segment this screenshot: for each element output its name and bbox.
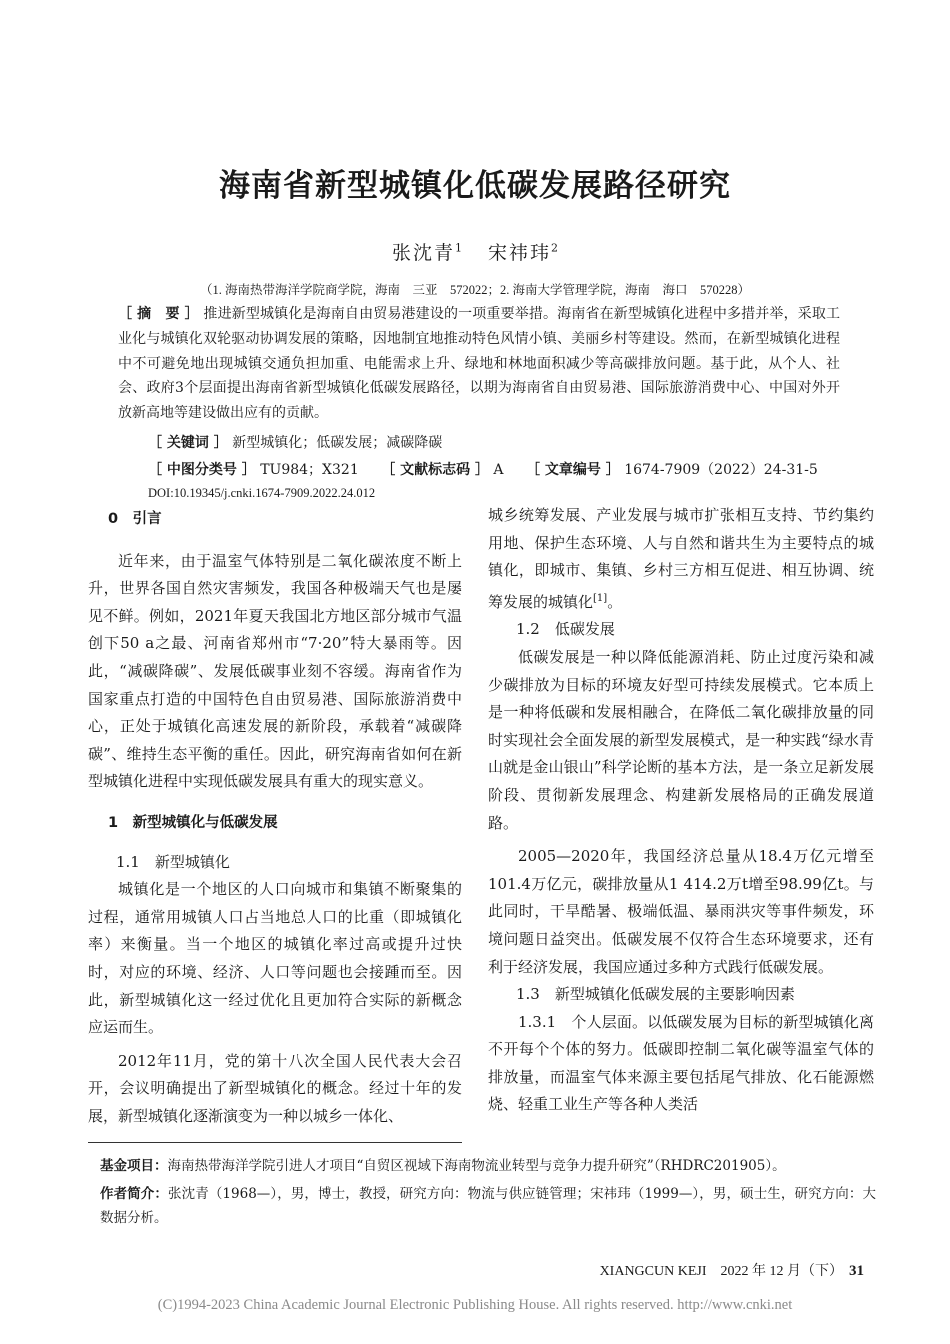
footnotes: [100, 1154, 876, 1234]
footnote-divider: [88, 1142, 462, 1143]
paper-title: 海南省新型城镇化低碳发展路径研究: [219, 168, 731, 204]
section-heading: 1 新型城镇化与低碳发展: [108, 814, 278, 831]
fund-footnote: [100, 1154, 876, 1178]
keywords-line: [148, 432, 442, 452]
author-affil-mark: 2: [551, 241, 559, 255]
abstract-block: [118, 302, 840, 426]
classification-line: [148, 459, 818, 479]
citation-ref[interactable]: [1]: [593, 592, 608, 604]
author-name: 宋祎玮: [488, 242, 552, 264]
author-name: 张沈青: [391, 242, 455, 264]
paragraph: 低碳发展是一种以降低能源消耗、防止过度污染和减少碳排放为目标的环境友好型可持续发展模式。它本质上是一种将低碳和发展相融合，在降低二氧化碳排放量的同时实现社会全面发展的新型发展模式，是一种实践“绿水青山就是金山银山”科学论断的基本方法，是一条立足新发展阶段、贯彻新发展理念、构建新发展格局的正确发展道路。: [488, 647, 874, 832]
subsection-heading: 1.1 新型城镇化: [116, 852, 230, 871]
copyright-notice: (C)1994-2023 China Academic Journal Electronic Publishing House. All rights reserved. http://www.cnki.net: [157, 1297, 793, 1313]
doc-code-label: ［ 文献标志码 ］: [381, 462, 489, 478]
body-column-left: [88, 506, 462, 1130]
paragraph: 2012年11月，党的第十八次全国人民代表大会召开，会议明确提出了新型城镇化的概念。经过十年的发展，新型城镇化逐渐演变为一种以城乡一体化、: [88, 1051, 462, 1125]
abstract-text: 推进新型城镇化是海南自由贸易港建设的一项重要举措。海南省在新型城镇化进程中多措并举，采取工业化与城镇化双轮驱动协调发展的策略，因地制宜地推动特色风情小镇、美丽乡村等建设。然而，在新型城镇化进程中不可避免地出现城镇交通负担加重、电能需求上升、绿地和林地面积减少等高碳排放问题。基于此，从个人、社会、政府3个层面提出海南省新型城镇化低碳发展路径，以期为海南省自由贸易港、国际旅游消费中心、中国对外开放新高地等建设做出应有的贡献。: [118, 306, 841, 422]
clc-label: ［ 中图分类号 ］: [148, 462, 256, 478]
paragraph-text: 城乡统筹发展、产业发展与城市扩张相互支持、节约集约用地、保护生态环境、人与自然和谐共生为主要特点的城镇化，即城市、集镇、乡村三方相互促进、相互协调、统筹发展的城镇化: [488, 506, 874, 611]
page-number: 31: [849, 1263, 864, 1279]
author-list: [0, 238, 950, 265]
article-no-label: ［ 文章编号 ］: [525, 462, 620, 478]
paragraph-end: 。: [607, 592, 623, 611]
page-footer: [600, 1260, 864, 1280]
paragraph: 城镇化是一个地区的人口向城市和集镇不断聚集的过程，通常用城镇人口占当地总人口的比重（即城镇化率）来衡量。当一个地区的城镇化率过高或提升过快时，对应的环境、经济、人口等问题也会接踵而至。因此，新型城镇化这一经过优化且更加符合实际的新概念应运而生。: [88, 880, 462, 1037]
fund-text: 海南热带海洋学院引进人才项目“自贸区视域下海南物流业转型与竞争力提升研究”（RHDRC201905）。: [167, 1158, 786, 1174]
paragraph-continued: [488, 502, 874, 616]
paragraph: 近年来，由于温室气体特别是二氧化碳浓度不断上升，世界各国自然灾害频发，我国各种极端天气也是屡见不鲜。例如，2021年夏天我国北方地区部分城市气温创下50 a之最、河南省郑州市“7·20”特大暴雨等。因此，“减碳降碳”、发展低碳事业刻不容缓。海南省作为国家重点打造的中国特色自由贸易港、国际旅游消费中心，正处于城镇化高速发展的新阶段，承载着“减碳降碳”、维持生态平衡的重任。因此，研究海南省如何在新型城镇化进程中实现低碳发展具有重大的现实意义。: [88, 551, 462, 791]
clc-value: TU984；X321: [260, 462, 359, 478]
subsection-heading: 1.2 低碳发展: [516, 620, 615, 639]
article-no-value: 1674-7909（2022）24-31-5: [624, 462, 818, 478]
subsection-heading: 1.3 新型城镇化低碳发展的主要影响因素: [516, 985, 795, 1004]
author-bio-text: 张沈青（1968—），男，博士，教授，研究方向：物流与供应链管理；宋祎玮（1999—），男，硕士生，研究方向：大数据分析。: [100, 1186, 877, 1226]
abstract-label: ［ 摘 要 ］: [118, 306, 199, 322]
affiliation: （1. 海南热带海洋学院商学院，海南 三亚 572022；2. 海南大学管理学院，海南 海口 570228）: [199, 283, 750, 297]
fund-label: 基金项目：: [100, 1158, 168, 1174]
author-bio-label: 作者简介：: [100, 1186, 169, 1202]
doc-code-value: A: [493, 462, 504, 478]
keywords-label: ［ 关键词 ］: [148, 435, 228, 451]
paragraph: 1.3.1 个人层面。以低碳发展为目标的新型城镇化离不开每个个体的努力。低碳即控制二氧化碳等温室气体的排放量，而温室气体来源主要包括尾气排放、化石能源燃烧、轻重工业生产等各种人类活: [488, 1012, 874, 1114]
journal-issue: XIANGCUN KEJI 2022 年 12 月（下）: [599, 1264, 843, 1279]
section-heading: 0 引言: [108, 511, 162, 527]
author-affil-mark: 1: [455, 241, 462, 255]
paragraph: 2005—2020年，我国经济总量从18.4万亿元增至101.4万亿元，碳排放量从1 414.2万t增至98.99亿t。与此同时，干旱酷暑、极端低温、暴雨洪灾等事件频发，环境问题日益突出。低碳发展不仅符合生态环境要求，还有利于经济发展，我国应通过多种方式践行低碳发展。: [488, 847, 874, 976]
author-footnote: [100, 1182, 876, 1230]
keywords-text: 新型城镇化；低碳发展；减碳降碳: [232, 435, 443, 451]
doi: DOI:10.19345/j.cnki.1674-7909.2022.24.012: [148, 486, 376, 500]
body-column-right: [488, 502, 874, 1119]
